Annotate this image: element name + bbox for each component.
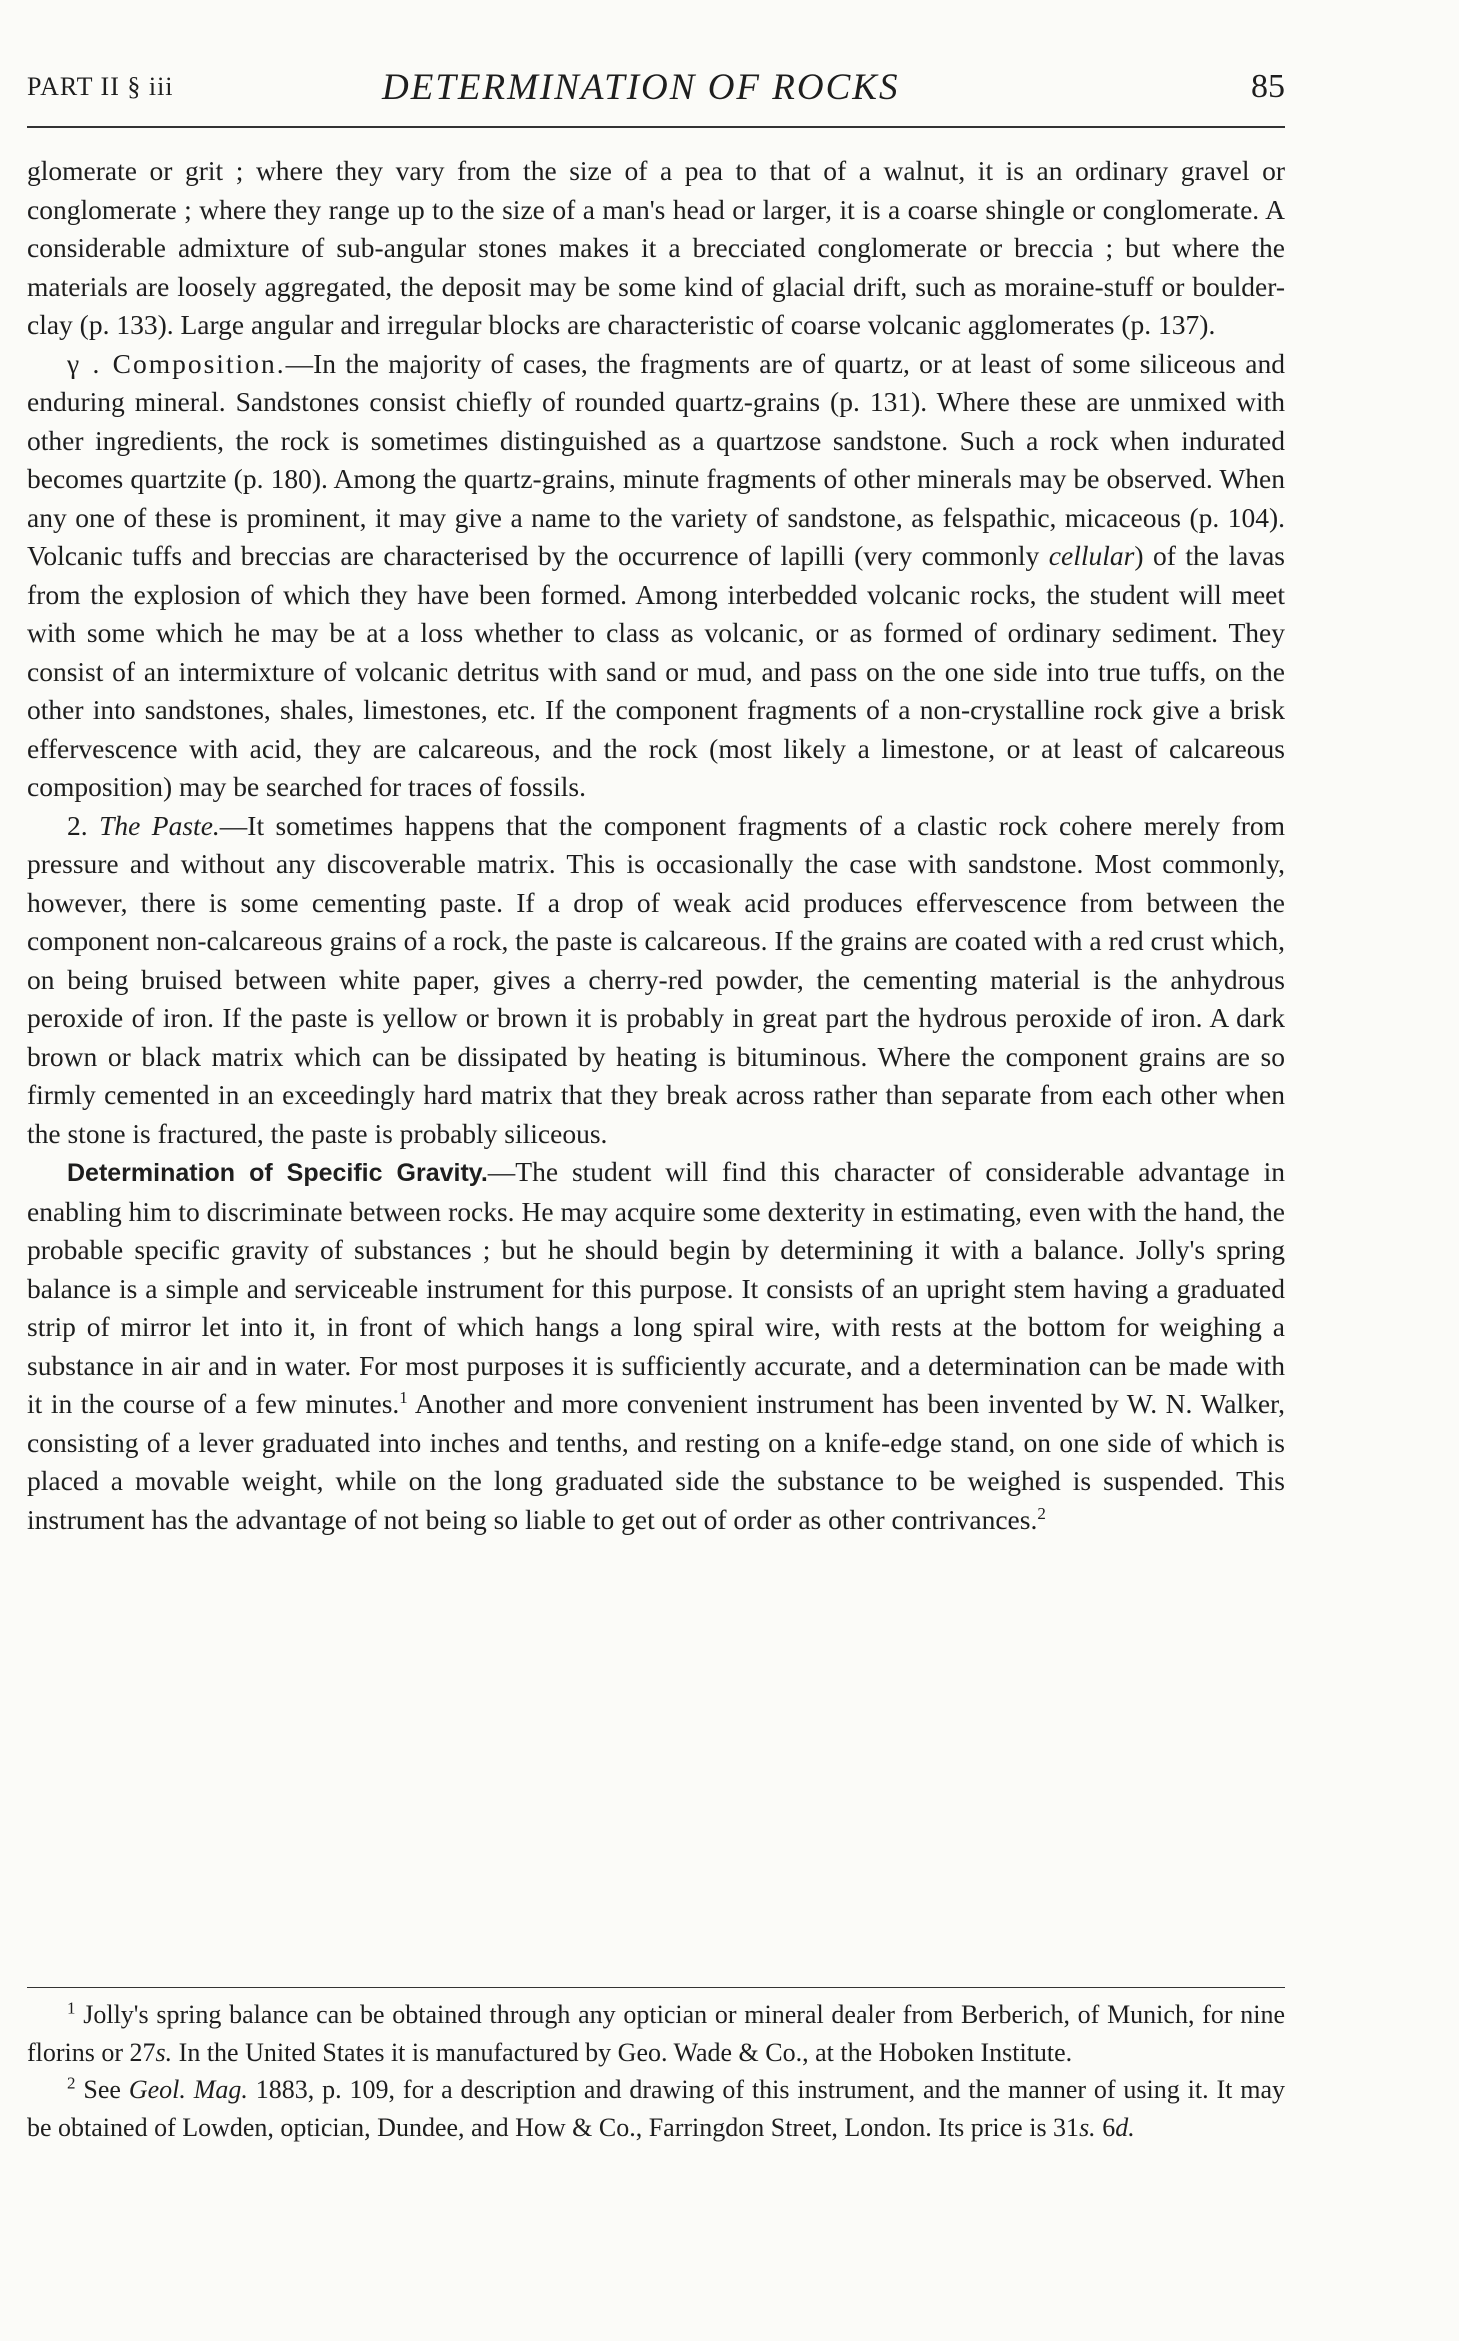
footnote-2: $^2$ See Geol. Mag. 1883, p. 109, for a description and drawing of this instrument, and the manner of using it. It may be obtained of Lowden, optician, Dundee, and How & Co., Farringdon Street, London. Its price is 31s. 6d. xyxy=(27,2073,1285,2142)
specific-gravity-heading: Determination of Specific Gravity. xyxy=(67,1159,488,1187)
footnote-1: $^1$ Jolly's spring balance can be obtained through any optician or mineral dealer from Berberich, of Munich, for nine florins or 27s. In the United States it is manufactured by Geo. Wade & Co., at the Hoboken Institute. xyxy=(27,1998,1285,2067)
paragraph-composition: γ . Composition.—In the majority of cases, the fragments are of quartz, or at least of some siliceous and enduring mineral. Sandstones consist chiefly of rounded quartz-grains (p. 131). Where these are unmixed with other ingredients, the rock is sometimes distinguished as a quartzose sandstone. Such a rock when indurated becomes quartzite (p. 180). Among the quartz-grains, minute fragments of other minerals may be observed. When any one of these is prominent, it may give a name to the variety of sandstone, as felspathic, micaceous (p. 104). Volcanic tuffs and breccias are characterised by the occurrence of lapilli (very commonly cellular) of the lavas from the explosion of which they have been formed. Among interbedded volcanic rocks, the student will meet with some which he may be at a loss whether to class as volcanic, or as formed of ordinary sediment. They consist of an intermixture of volcanic detritus with sand or mud, and pass on the one side into true tuffs, on the other into sandstones, shales, limestones, etc. If the component fragments of a non-crystalline rock give a brisk effervescence with acid, they are calcareous, and the rock (most likely a limestone, or at least of calcareous composition) may be searched for traces of fossils. xyxy=(27,347,1285,802)
footnote-ref-2: 2 xyxy=(1037,1503,1046,1523)
footnote-rule xyxy=(27,1987,1285,1988)
footnotes xyxy=(27,1996,1285,2146)
part-section-label: PART II § iii xyxy=(27,72,174,101)
composition-heading: γ . Composition. xyxy=(67,347,286,379)
paragraph-specific-gravity: Determination of Specific Gravity.—The student will find this character of considerable advantage in enabling him to discriminate between rocks. He may acquire some dexterity in estimating, even with the hand, the probable specific gravity of substances ; but he should begin by determining it with a balance. Jolly's spring balance is a simple and serviceable instrument for this purpose. It consists of an upright stem having a graduated strip of mirror let into it, in front of which hangs a long spiral wire, with rests at the bottom for weighing a substance in air and in water. For most purposes it is sufficiently accurate, and a determination can be made with it in the course of a few minutes.$^1$ Another and more convenient instrument has been invented by W. N. Walker, consisting of a lever graduated into inches and tenths, and resting on a knife-edge stand, on one side of which is placed a movable weight, while on the long graduated side the substance to be weighed is suspended. This instrument has the advantage of not being so liable to get out of order as other contrivances.$^2$ xyxy=(27,1156,1285,1535)
running-header xyxy=(27,64,1285,114)
footnote-ref-1: 1 xyxy=(399,1387,408,1407)
paste-heading: The Paste. xyxy=(99,809,220,841)
header-rule xyxy=(27,126,1285,128)
page-number: 85 xyxy=(1251,68,1285,105)
running-title: DETERMINATION OF ROCKS xyxy=(382,67,900,108)
paragraph-paste: 2. The Paste.—It sometimes happens that the component fragments of a clastic rock cohere merely from pressure and without any discoverable matrix. This is occasionally the case with sandstone. Most commonly, however, there is some cementing paste. If a drop of weak acid produces effervescence from between the component non-calcareous grains of a rock, the paste is calcareous. If the grains are coated with a red crust which, on being bruised between white paper, gives a cherry-red powder, the cementing material is the anhydrous peroxide of iron. If the paste is yellow or brown it is probably in great part the hydrous peroxide of iron. A dark brown or black matrix which can be dissipated by heating is bituminous. Where the component grains are so firmly cemented in an exceedingly hard matrix that they break across rather than separate from each other when the stone is fractured, the paste is probably siliceous. xyxy=(27,809,1286,1149)
main-text xyxy=(27,152,1285,1539)
paragraph-conglomerate: glomerate or grit ; where they vary from the size of a pea to that of a walnut, it is an ordinary gravel or conglomerate ; where they range up to the size of a man's head or larger, it is a coarse shingle or conglomerate. A considerable admixture of sub-angular stones makes it a brecciated conglomerate or breccia ; but where the materials are loosely aggregated, the deposit may be some kind of glacial drift, such as moraine-stuff or boulder-clay (p. 133). Large angular and irregular blocks are characteristic of coarse volcanic agglomerates (p. 137). xyxy=(27,155,1285,340)
